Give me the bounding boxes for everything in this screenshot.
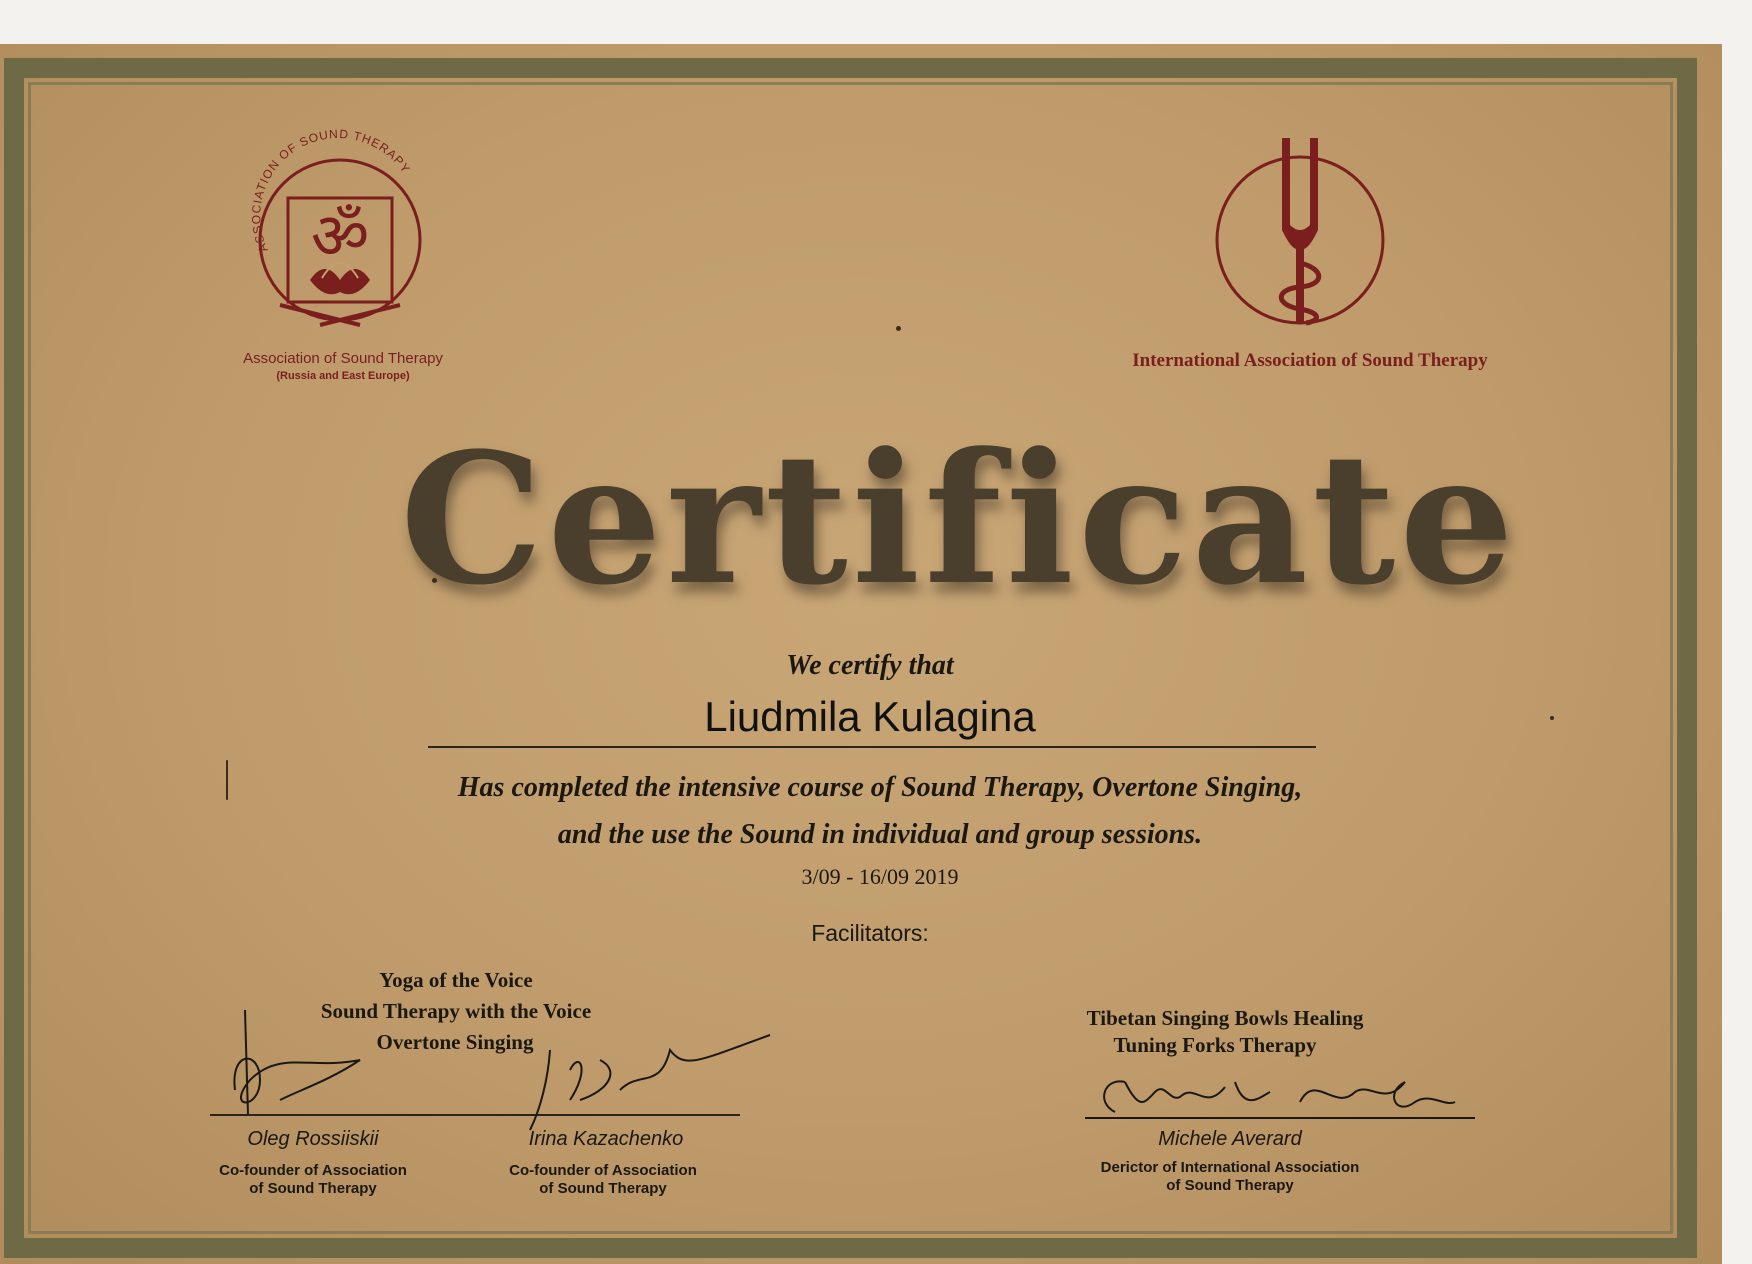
paper-speck: [896, 326, 901, 331]
logo-ring-text: ASSOCIATION OF SOUND THERAPY: [249, 126, 414, 255]
recipient-name: Liudmila Kulagina: [704, 693, 1036, 740]
specialty-item: Yoga of the Voice: [379, 968, 533, 992]
course-dates: 3/09 - 16/09 2019: [801, 864, 959, 889]
signature-irina: [510, 1030, 780, 1140]
recipient-underline: [428, 746, 1316, 748]
specialty-item: Tibetan Singing Bowls Healing: [1086, 1006, 1364, 1030]
course-description-line-1: Has completed the intensive course of Sound Therapy, Overtone Singing,: [457, 772, 1303, 803]
facilitator-name: Irina Kazachenko: [528, 1128, 684, 1150]
paper-speck: [226, 760, 228, 800]
facilitator-name: Oleg Rossiiskii: [247, 1128, 379, 1150]
left-logo-subtitle: (Russia and East Europe): [276, 370, 410, 382]
specialty-item: Overtone Singing: [376, 1030, 534, 1054]
facilitator-role: Derictor of International Association of Sound Therapy: [1100, 1159, 1360, 1194]
left-logo-caption: [200, 350, 486, 382]
svg-text:ॐ: ॐ: [310, 200, 370, 274]
certify-text: We certify that: [786, 650, 954, 681]
facilitators-label: Facilitators:: [811, 920, 929, 946]
certificate-title: Certificate: [400, 414, 1518, 625]
course-description-line-2: and the use the Sound in individual and group sessions.: [557, 819, 1203, 850]
signature-oleg: [220, 1010, 380, 1120]
left-logo-title: Association of Sound Therapy: [243, 350, 443, 367]
facilitator-name: Michele Averard: [1158, 1128, 1302, 1150]
facilitator-role: Co-founder of Association of Sound Therapy: [219, 1162, 407, 1197]
specialty-item: Tuning Forks Therapy: [1113, 1033, 1317, 1057]
facilitator-role: Co-founder of Association of Sound Therapy: [509, 1162, 697, 1197]
signature-michele: [1085, 1062, 1485, 1132]
paper-speck: [1550, 716, 1554, 720]
om-lotus-emblem-icon: [240, 126, 440, 340]
tuning-fork-emblem-icon: [1210, 135, 1390, 335]
specialty-item: Sound Therapy with the Voice: [320, 999, 592, 1023]
right-logo-caption: International Association of Sound Therapy: [1132, 350, 1488, 371]
